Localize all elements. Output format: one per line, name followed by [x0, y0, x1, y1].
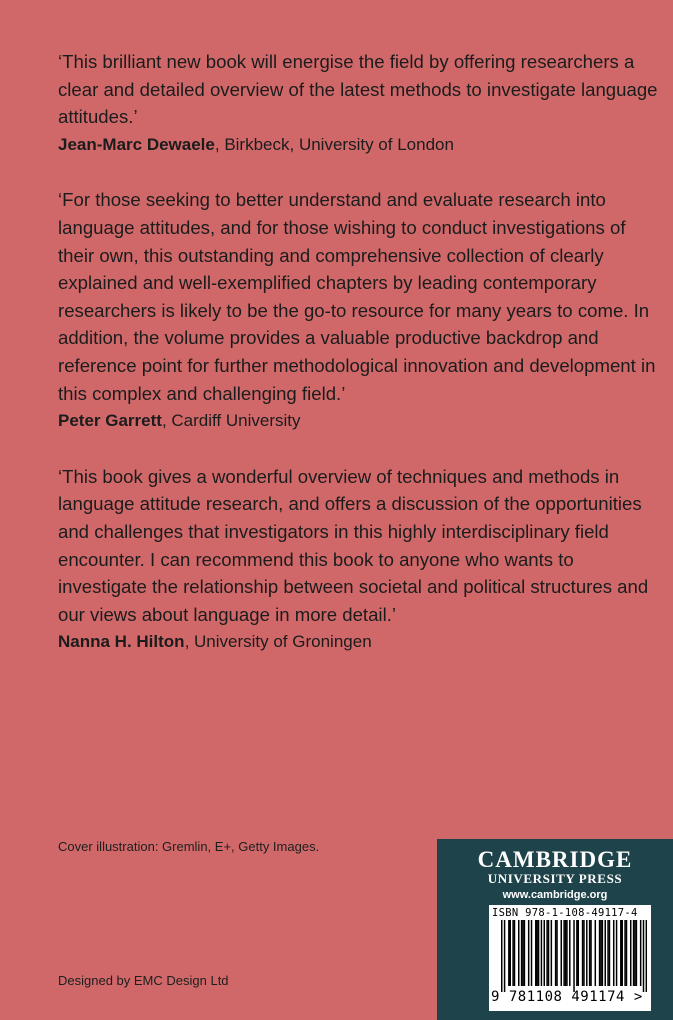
barcode-bar: [634, 920, 635, 986]
barcode-bar: [583, 920, 584, 986]
barcode-bar: [599, 920, 600, 986]
blurb-text: ‘This book gives a wonderful overview of techniques and methods in language attitude research, and offers a discussion of the opportunities and challenges that investigators in this highly interdisciplinary field encounter. I can recommend this book to anyone who wants to investigate the relationship between societal and political structures and our views about language in more detail.’: [58, 465, 649, 625]
barcode-bar: [524, 920, 525, 986]
design-credit: Designed by EMC Design Ltd: [58, 973, 229, 988]
barcode-bar: [556, 920, 557, 986]
barcode-bar: [607, 920, 608, 986]
reviewer-affiliation: , Cardiff University: [161, 411, 301, 431]
barcode-bar: [510, 920, 511, 986]
blurb-text: ‘This brilliant new book will energise the field by offering researchers a clear and detailed overview of the latest methods to investigate language attitudes.’: [58, 51, 658, 128]
publisher-logo: [437, 847, 673, 887]
cover-illustration-credit: Cover illustration: Gremlin, E+, Getty Images.: [58, 839, 320, 854]
barcode-bar: [512, 920, 513, 986]
barcode-bar: [633, 920, 634, 986]
barcode-bar: [602, 920, 603, 986]
barcode-bar: [544, 920, 545, 986]
barcode-bar: [514, 920, 515, 986]
barcode-bar: [551, 920, 552, 986]
reviewer-name: Nanna H. Hilton: [58, 632, 185, 652]
barcode-bar: [546, 920, 547, 986]
blurb-1: [58, 48, 658, 158]
barcode-bar: [541, 920, 542, 986]
barcode-bar: [578, 920, 579, 986]
publisher-name-line1: CAMBRIDGE: [477, 847, 633, 872]
barcode-bar: [609, 920, 610, 986]
reviewer-affiliation: , University of Groningen: [184, 632, 372, 652]
barcode: [489, 905, 651, 1011]
barcode-bar: [586, 920, 587, 986]
blurb-3: [58, 463, 658, 656]
publisher-name-line2: UNIVERSITY PRESS: [487, 871, 623, 886]
barcode-bar: [626, 920, 627, 986]
blurb-text: ‘For those seeking to better understand and evaluate research into language attitudes, and for those wishing to conduct investigations of their own, this outstanding and comprehensive collection of clearly explained and well-exemplified chapters by leading contemporary researchers is likely to be the go-to resource for many years to come. In addition, the volume provides a valuable productive backdrop and reference point for further methodological innovation and development in this complex and challenging field.’: [58, 189, 656, 404]
barcode-bar: [636, 920, 637, 986]
barcode-bar: [561, 920, 562, 986]
barcode-bar: [555, 920, 556, 986]
barcode-bar: [501, 920, 502, 992]
barcode-bar: [521, 920, 522, 986]
publisher-url: www.cambridge.org: [502, 889, 608, 901]
barcode-bar: [566, 920, 567, 986]
barcode-bar: [522, 920, 523, 986]
barcode-bar: [531, 920, 532, 986]
barcode-bar: [536, 920, 537, 986]
blurb-2: [58, 186, 658, 434]
barcode-bar: [573, 920, 574, 992]
barcode-bar: [646, 920, 647, 992]
barcode-digits: 9 781108 491174 >: [491, 989, 643, 1005]
barcode-bar: [569, 920, 570, 986]
reviewer-name: Jean-Marc Dewaele: [58, 134, 215, 154]
barcode-bar: [643, 920, 644, 992]
barcode-bar: [640, 920, 641, 986]
barcode-bar: [624, 920, 625, 986]
barcode-bar: [630, 920, 631, 986]
isbn-label: ISBN 978-1-108-49117-4: [492, 907, 638, 919]
barcode-bar: [613, 920, 614, 986]
barcode-bar: [563, 920, 564, 986]
barcode-bar: [595, 920, 596, 986]
barcode-bar: [535, 920, 536, 986]
barcode-bar: [528, 920, 529, 986]
barcode-bar: [582, 920, 583, 986]
barcode-bars: [501, 920, 647, 992]
barcode-bar: [621, 920, 622, 986]
barcode-bar: [508, 920, 509, 986]
barcode-bar: [518, 920, 519, 986]
barcode-bar: [616, 920, 617, 986]
reviewer-name: Peter Garrett: [58, 411, 162, 431]
barcode-bar: [538, 920, 539, 986]
barcode-bar: [600, 920, 601, 986]
reviewer-affiliation: , Birkbeck, University of London: [214, 134, 454, 154]
barcode-bar: [565, 920, 566, 986]
blurb-attribution: [58, 131, 658, 159]
blurbs: [58, 48, 658, 684]
barcode-bar: [620, 920, 621, 986]
barcode-bar: [548, 920, 549, 986]
publisher-panel: [437, 839, 673, 1020]
barcode-bar: [590, 920, 591, 986]
barcode-bar: [604, 920, 605, 986]
blurb-attribution: [58, 407, 658, 435]
barcode-bar: [576, 920, 577, 986]
blurb-attribution: [58, 628, 658, 656]
barcode-bar: [504, 920, 505, 992]
barcode-bar: [589, 920, 590, 986]
